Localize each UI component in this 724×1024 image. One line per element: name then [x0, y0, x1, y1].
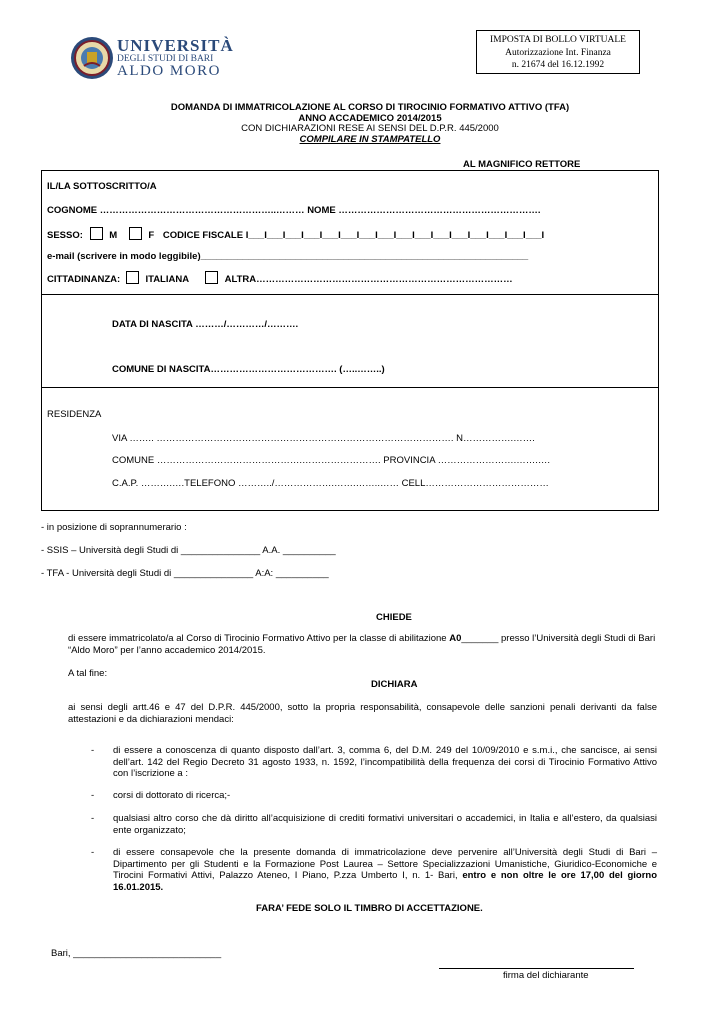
chiede-text	[68, 633, 657, 656]
timbro-notice: FARA’ FEDE SOLO IL TIMBRO DI ACCETTAZIONE.	[256, 903, 483, 914]
chiede-heading: CHIEDE	[376, 612, 412, 623]
comune-nascita-field[interactable]: COMUNE DI NASCITA…………………………………. (…..……..)	[112, 364, 385, 375]
stamp-line-2: Autorizzazione Int. Finanza	[505, 47, 611, 58]
sesso-m-label: M	[109, 230, 118, 241]
recipient: AL MAGNIFICO RETTORE	[463, 159, 581, 170]
altra-checkbox[interactable]	[205, 271, 218, 284]
bari-date-field[interactable]: Bari, ____________________________	[51, 948, 222, 959]
university-seal-icon	[70, 36, 114, 80]
dichiara-heading: DICHIARA	[371, 679, 418, 690]
title-line-4: COMPILARE IN STAMPATELLO	[299, 133, 441, 145]
stamp-line-1: IMPOSTA DI BOLLO VIRTUALE	[490, 35, 626, 45]
dichiara-bullet-2: -	[91, 790, 95, 801]
soprannumerario-intro: - in posizione di soprannumerario :	[41, 522, 187, 533]
chiede-text-part1: di essere immatricolato/a al Corso di Tirocinio Formativo Attivo per la classe di abilitazione	[68, 633, 450, 644]
comune-provincia-field[interactable]: COMUNE ……………………………………….……………………. PROVINCIA …………………….…….….	[112, 455, 551, 466]
document-title	[130, 103, 610, 145]
box-divider-1	[41, 294, 659, 295]
dichiara-item-3: qualsiasi altro corso che dà diritto all’acquisizione di crediti formativi universitari o accademici, in Italia e all’estero, da qualsiasi ente organizzato;	[113, 813, 657, 836]
sesso-m-checkbox[interactable]	[90, 227, 103, 240]
cittadinanza-label: CITTADINANZA:	[47, 274, 121, 285]
dichiara-item-4	[113, 847, 657, 893]
via-field[interactable]: VIA …….. …………………………………………………………………………………. N…………….…….	[112, 433, 535, 444]
altra-field[interactable]: ALTRA………………………………………………………………………	[224, 274, 513, 285]
logo-line-degli-studi: DEGLI STUDI DI BARI	[117, 54, 214, 64]
university-logo	[70, 36, 240, 80]
title-line-2: ANNO ACCADEMICO 2014/2015	[298, 112, 442, 124]
title-line-3: CON DICHIARAZIONI RESE AI SENSI DEL D.P.R. 445/2000	[241, 123, 499, 134]
chiede-text-part2: _______ presso l’Università degli Studi di Bari “Aldo Moro” per l’anno accademico 2014/2015.	[68, 633, 656, 656]
dichiara-item-2: corsi di dottorato di ricerca;-	[113, 790, 231, 801]
dichiara-bullet-4: -	[91, 847, 95, 858]
dichiara-bullet-3: -	[91, 813, 95, 824]
codice-fiscale-field[interactable]: CODICE FISCALE I___I___I___I___I___I___I___I___I___I___I___I___I___I___I___I___I	[162, 230, 545, 241]
box-divider-2	[41, 387, 659, 388]
logo-line-aldo-moro: ALDO MORO	[117, 63, 221, 79]
italiana-checkbox[interactable]	[126, 271, 139, 284]
classe-abilitazione-prefix: A0	[449, 633, 462, 644]
ssis-line[interactable]: - SSIS – Università degli Studi di _______________ A.A. __________	[41, 545, 336, 556]
cittadinanza-row	[47, 271, 513, 285]
data-nascita-field[interactable]: DATA DI NASCITA ………/…………/……….	[112, 319, 299, 330]
dichiara-item-1: di essere a conoscenza di quanto disposto dall’art. 3, comma 6, del D.M. 249 del 10/09/2010 e s.m.i., che sancisce, ai sensi dell’art. 142 del Regio Decreto 31 agosto 1933, n. 1592, l’incompatibilità della frequenza dei corsi di Tirocinio Formativo Attivo con l’iscrizione a :	[113, 745, 657, 779]
sesso-label: SESSO:	[47, 230, 83, 241]
dichiara-bullet-1: -	[91, 745, 95, 756]
sesso-row	[47, 227, 544, 241]
italiana-label: ITALIANA	[145, 274, 189, 285]
dichiara-intro: ai sensi degli artt.46 e 47 del D.P.R. 445/2000, sotto la propria responsabilità, consapevole delle sanzioni penali derivanti da false attestazioni e da dichiarazioni mendaci:	[68, 702, 657, 725]
cap-telefono-cell-field[interactable]: C.A.P. ……….….TELEFONO ………../……………….…….……..…… CELL…………………………………	[112, 478, 549, 489]
logo-line-universita: UNIVERSITÀ	[117, 36, 234, 55]
residenza-label: RESIDENZA	[47, 409, 102, 420]
email-field[interactable]: e-mail (scrivere in modo leggibile)______________________________________________________________	[47, 251, 529, 262]
sesso-f-label: F	[148, 230, 155, 241]
tal-fine-label: A tal fine:	[68, 668, 108, 679]
title-line-1: DOMANDA DI IMMATRICOLAZIONE AL CORSO DI TIROCINIO FORMATIVO ATTIVO (TFA)	[170, 102, 570, 113]
deadline-text: entro e non oltre le ore 17,00 del giorno 16.01.2015.	[113, 870, 657, 893]
signature-line[interactable]	[439, 968, 634, 969]
signature-label: firma del dichiarante	[503, 970, 589, 981]
sesso-f-checkbox[interactable]	[129, 227, 142, 240]
sottoscritto-label: IL/LA SOTTOSCRITTO/A	[47, 181, 157, 192]
stamp-line-3: n. 21674 del 16.12.1992	[511, 60, 605, 70]
cognome-nome-field[interactable]: COGNOME ………………………………………………..……… NOME ……………………………………………………….	[47, 205, 541, 216]
tfa-line[interactable]: - TFA - Università degli Studi di _______________ A:A: __________	[41, 568, 329, 579]
virtual-stamp-box	[476, 30, 640, 74]
dichiara-item-4-text: di essere consapevole che la presente domanda di immatricolazione deve pervenire all’Università degli Studi di Bari – Dipartimento per gli Studenti e la Formazione Post Laurea – Settore Specializzazioni Umanistiche, Giuridico-Economiche e Tirocini Formativi Attivi, Palazzo Ateneo, I Piano, P.zza Umberto I, n. 1- Bari,	[113, 847, 657, 881]
